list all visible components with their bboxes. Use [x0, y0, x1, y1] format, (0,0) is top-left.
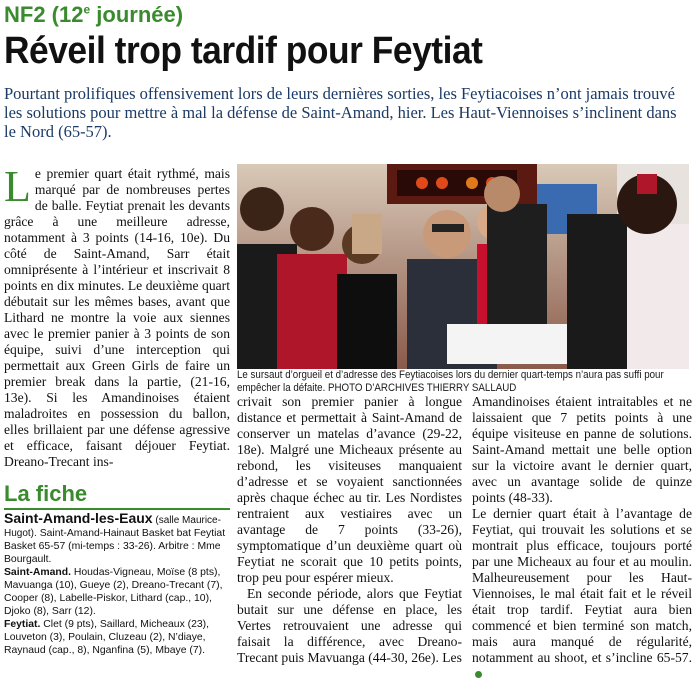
kicker-superscript: e — [83, 2, 91, 17]
headline: Réveil trop tardif pour Feytiat — [4, 30, 483, 72]
fiche-team-1 — [4, 566, 230, 618]
column-2-paragraph-1: crivait son premier panier à longue distance et permettait à Saint-Amand de conserver un matelas d’avance (29-22, 18e). Malgré une Micheaux présente au rebond, les visiteuses manquaient d’adresse et se voyaient sanctionnées après chaque échec au tir. Les Nordistes rentraient aux vestiaires avec un avantage de 7 points (33-26), symptomatique d’un deuxième quart où Feytiat ne scorait que 10 petits points, trop peu pour espérer mieux. — [237, 394, 462, 585]
column-2-paragraph-2: En seconde période, alors que Feytiat butait sur une défense en place, les Vertes retrouvaient une adresse qui faisait la différence, avec Dreano-Trecant puis Mavuanga (44-30, 26e). Les — [237, 586, 462, 665]
article-column-2 — [237, 394, 462, 666]
photo-caption: Le sursaut d’orgueil et d’adresse des Feytiacoises lors du dernier quart-temps n’aura pas suffi pour empêcher la défaite. PHOTO D’ARCHIVES THIERRY SALLAUD — [237, 369, 664, 394]
article-photo — [237, 164, 689, 369]
column-3-paragraph-2-text: Le dernier quart était à l’avantage de Feytiat, qui trouvait les solutions et se montrait plus efficace, toujours porté par une Micheaux au four et au moulin. Malheureusement pour les Haut-Viennoises, le mal était fait et le réveil était trop tardif. Feytiat aura bien commencé et bien terminé son match, mais aura manqué de régularité, notamment au shoot, et s’incline 65-57. — [472, 506, 692, 665]
kicker-text-end: journée) — [90, 2, 184, 27]
fiche-summary: Saint-Amand-Hainaut Basket bat Feytiat Basket 65-57 (mi-temps : 33-26). Arbitre : Mme Bourgault. — [4, 528, 226, 565]
section-kicker — [4, 2, 183, 28]
fiche-team-1-players: Houdas-Vigneau, Moïse (8 pts), Mavuanga (10), Gueye (2), Dreano-Trecant (7), Cooper (8), Labelle-Piskor, Lithard (cap., 10), Djoko (8), Sarr (12). — [4, 567, 223, 617]
column-3-paragraph-1: Amandinoises étaient intraitables et ne laissaient que 7 petits points à une équipe visiteuse en panne de solutions. Saint-Amand mettait une belle option sur la victoire avant le dernier quart, avec un avantage solide de quinze points (48-33). — [472, 394, 692, 505]
fiche-venue: Saint-Amand-les-Eaux — [4, 510, 153, 526]
fiche-team-2-name: Feytiat. — [4, 619, 41, 630]
fiche-title: La fiche — [4, 481, 88, 506]
article-column-1 — [4, 162, 230, 470]
article-column-3 — [472, 394, 692, 678]
fiche-venue-detail: (salle Maurice-Hugot). — [4, 515, 221, 539]
fiche-team-1-name: Saint-Amand. — [4, 567, 71, 578]
basketball-bench-photo — [237, 164, 689, 369]
match-fact-box — [4, 512, 230, 657]
kicker-text: NF2 (12 — [4, 2, 84, 27]
end-of-article-dot-icon — [475, 671, 482, 678]
fiche-team-2-players: Clet (9 pts), Saillard, Micheaux (23), Louveton (3), Poulain, Cluzeau (2), N’diaye, Raynaud (cap., 8), Nganfina (5), Mbaye (7). — [4, 619, 210, 656]
column-3-paragraph-2 — [472, 506, 692, 678]
fiche-team-2 — [4, 618, 230, 657]
standfirst: Pourtant prolifiques offensivement lors de leurs dernières sorties, les Feytiacoises n’ont jamais trouvé les solutions pour mettre à mal la défense de Saint-Amand, hier. Les Haut-Viennoises s’inclinent dans le Nord (65-57). — [4, 84, 677, 141]
dropcap: L — [4, 162, 31, 211]
column-1-text: e premier quart était rythmé, mais marqué par de nombreuses pertes de balle. Feytiat prenait les devants grâce à une meilleure adresse, notamment à 3 points (14-16, 10e). Du côté de Saint-Amand, Sarr était omniprésente à l’intérieur et inscrivait 8 points en dix minutes. Le deuxième quart débutait sur les mêmes bases, avant que Lithard ne montre la voie aux siennes avec le premier panier à 3 points de son équipe, suivi d’une interception qui permettait aux Green Girls de faire un premier break dans la partie, (21-16, 13e). Si les Amandinoises étaient maladroites en possession du ballon, elles brillaient par une défense agressive et efficace, faisant déjouer Feytiat. Dreano-Trecant ins- — [4, 166, 230, 469]
fiche-venue-line — [4, 512, 230, 566]
